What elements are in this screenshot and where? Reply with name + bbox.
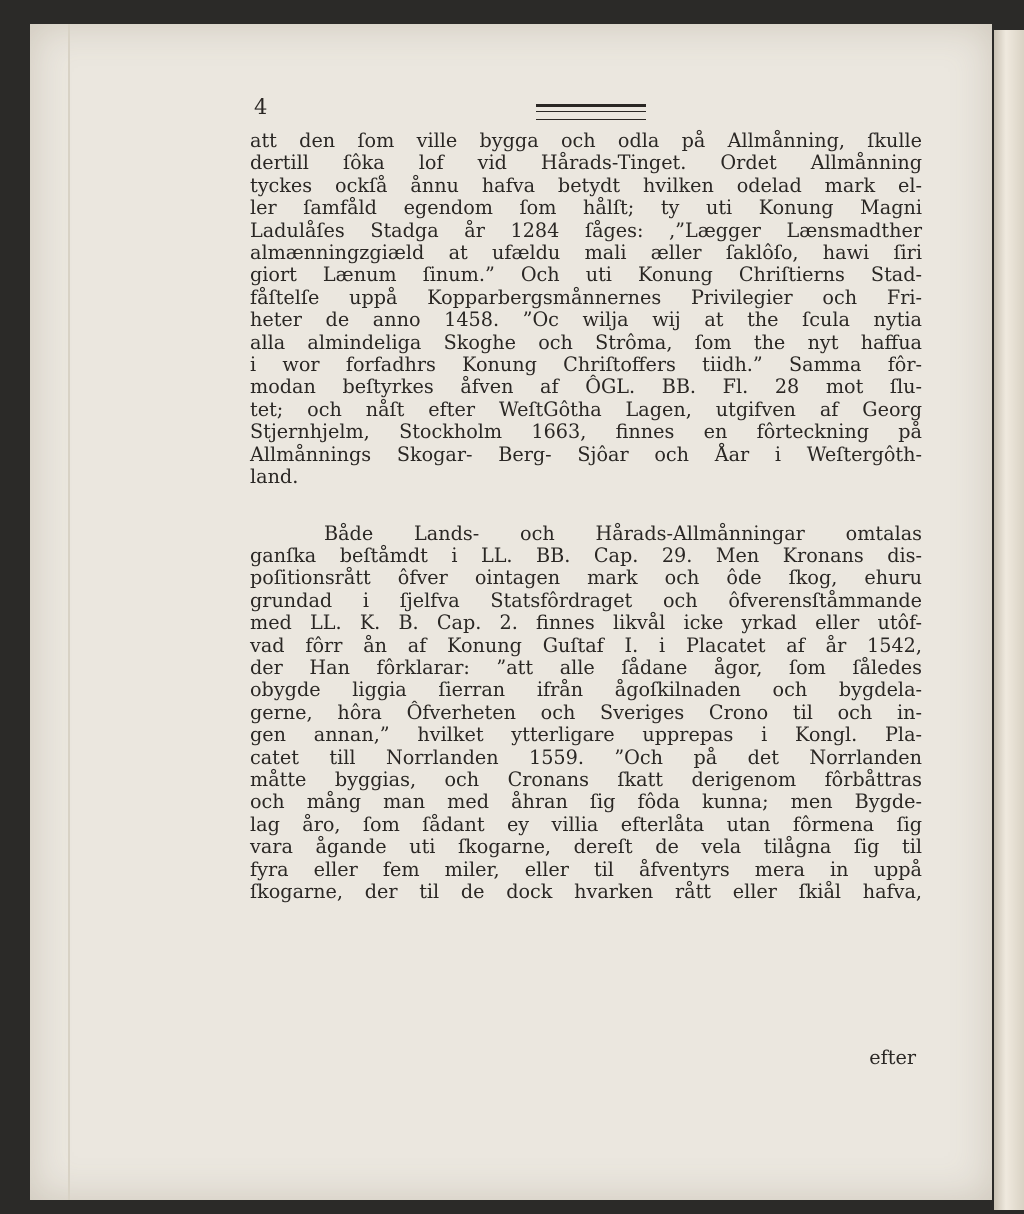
text-line: ſkogarne, der til de dock hvarken rått eller ſkiål hafva, xyxy=(250,880,922,903)
text-line: fyra eller fem miler, eller til åfventyrs mera in uppå xyxy=(250,857,922,881)
paragraph-2 xyxy=(250,523,922,904)
text-line: ler ſamfåld egendom ſom hålſt; ty uti Konung Magni xyxy=(250,196,922,220)
page-number: 4 xyxy=(254,95,268,119)
text-line: land. xyxy=(250,465,299,489)
text-line: Ladulåſes Stadga år 1284 ſåges: ,”Lægger Lænsmadther xyxy=(250,218,922,242)
text-line: Stjernhjelm, Stockholm 1663, finnes en fôrteckning på xyxy=(250,420,922,444)
text-line: giort Lænum ſinum.” Och uti Konung Chriſtierns Stad- xyxy=(250,263,922,287)
text-line: tyckes ockſå ånnu hafva betydt hvilken odelad mark el- xyxy=(250,173,922,197)
text-line: tet; och nåſt efter WeſtGôtha Lagen, utgifven af Georg xyxy=(250,397,922,421)
text-line: ganſka beſtåmdt i LL. BB. Cap. 29. Men Kronans dis- xyxy=(250,543,922,567)
text-line: almænningzgiæld at ufældu mali æller ſaklôſo, hawi ſiri xyxy=(250,241,922,265)
text-line: grundad i ſjelfva Statsfôrdraget och ôfverensſtåmmande xyxy=(250,588,922,612)
text-line: vara ågande uti ſkogarne, dereſt de vela tilågna ſig til xyxy=(250,835,922,859)
paragraph-1 xyxy=(250,130,922,489)
text-line: med LL. K. B. Cap. 2. finnes likvål icke yrkad eller utôf- xyxy=(250,611,922,635)
text-line: i wor forfadhrs Konung Chriſtoffers tiidh.” Samma fôr- xyxy=(250,353,922,377)
page-gutter xyxy=(68,24,70,1200)
text-line: alla almindeliga Skoghe och Strôma, ſom the nyt haffua xyxy=(250,330,922,354)
text-line: fåſtelſe uppå Kopparbergsmånnernes Privilegier och Fri- xyxy=(250,285,922,309)
text-line: catet till Norrlanden 1559. ”Och på det Norrlanden xyxy=(250,745,922,769)
text-line: och mång man med åhran ſig fôda kunna; men Bygde- xyxy=(250,790,922,814)
text-line: der Han fôrklarar: ”att alle ſådane ågor, ſom ſåledes xyxy=(250,655,922,679)
text-line: måtte byggias, och Cronans ſkatt derigenom fôrbåttras xyxy=(250,767,922,791)
next-page-edge xyxy=(994,30,1024,1210)
text-line: gen annan,” hvilket ytterligare upprepas i Kongl. Pla- xyxy=(250,723,922,747)
header-rule xyxy=(536,104,646,120)
text-line: dertill ſôka lof vid Hårads-Tinget. Ordet Allmånning xyxy=(250,151,922,175)
text-line: lag åro, ſom ſådant ey villia efterlåta utan fôrmena ſig xyxy=(250,812,922,836)
text-line: modan beſtyrkes åfven af ÔGL. BB. Fl. 28 mot ſlu- xyxy=(250,375,922,399)
text-line: poſitionsrått ôfver ointagen mark och ôde ſkog, ehuru xyxy=(250,566,922,590)
text-line: att den ſom ville bygga och odla på Allmånning, ſkulle xyxy=(250,129,922,152)
text-line: heter de anno 1458. ”Oc wilja wij at the ſcula nytia xyxy=(250,308,922,332)
text-line: Allmånnings Skogar- Berg- Sjôar och Åar i Weſtergôth- xyxy=(250,442,922,466)
text-line: gerne, hôra Ôfverheten och Sveriges Crono til och in- xyxy=(250,700,922,724)
catchword: efter xyxy=(869,1046,916,1069)
text-line: obygde liggia ſierran ifrån ågoſkilnaden och bygdela- xyxy=(250,678,922,702)
body-text xyxy=(250,130,922,903)
text-line: Både Lands- och Hårads-Allmånningar omtalas xyxy=(324,521,922,545)
text-line: vad fôrr ån af Konung Guſtaf I. i Placatet af år 1542, xyxy=(250,633,922,657)
